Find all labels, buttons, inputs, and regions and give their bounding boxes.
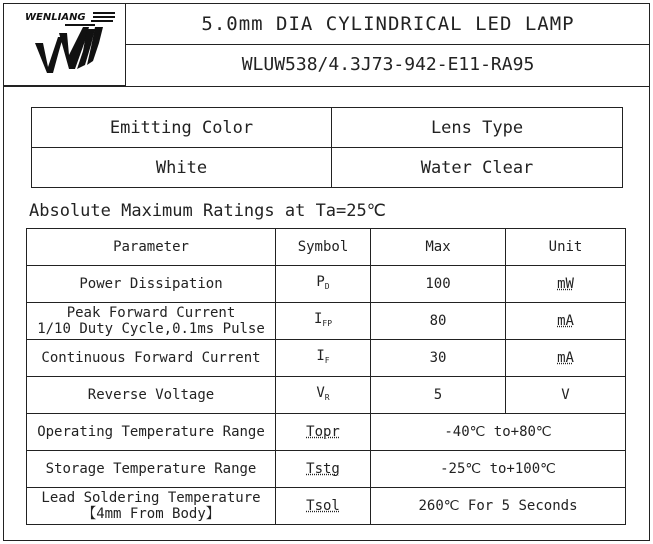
table-row bbox=[27, 303, 626, 340]
parameter-cell: Operating Temperature Range bbox=[27, 414, 276, 451]
parameter-cell: Continuous Forward Current bbox=[27, 340, 276, 377]
emitting-color-value: White bbox=[32, 148, 332, 188]
unit-cell: mA bbox=[506, 340, 626, 377]
table-header-row bbox=[27, 229, 626, 266]
company-logo bbox=[3, 3, 126, 86]
max-cell: 5 bbox=[371, 377, 506, 414]
parameter-cell: Peak Forward Current 1/10 Duty Cycle,0.1ms Pulse bbox=[27, 303, 276, 340]
logo-text: WENLIANG bbox=[25, 12, 86, 23]
unit-cell: mW bbox=[506, 266, 626, 303]
lens-type-header: Lens Type bbox=[332, 108, 623, 148]
symbol-cell: $I_F$ bbox=[276, 340, 371, 377]
column-header-max: Max bbox=[371, 229, 506, 266]
table-row bbox=[27, 377, 626, 414]
lens-type-value: Water Clear bbox=[332, 148, 623, 188]
range-cell: -25℃ to+100℃ bbox=[371, 451, 626, 488]
table-row bbox=[27, 340, 626, 377]
ratings-title: Absolute Maximum Ratings at Ta=25℃ bbox=[29, 201, 386, 221]
max-cell: 30 bbox=[371, 340, 506, 377]
table-row bbox=[27, 414, 626, 451]
symbol-cell: $V_R$ bbox=[276, 377, 371, 414]
document-title: 5.0mm DIA CYLINDRICAL LED LAMP bbox=[201, 12, 575, 35]
max-cell: 80 bbox=[371, 303, 506, 340]
emitting-color-header: Emitting Color bbox=[32, 108, 332, 148]
table-row bbox=[27, 266, 626, 303]
parameter-cell: Storage Temperature Range bbox=[27, 451, 276, 488]
symbol-cell: $P_D$ bbox=[276, 266, 371, 303]
symbol-cell: Tstg bbox=[276, 451, 371, 488]
range-cell: 260℃ For 5 Seconds bbox=[371, 488, 626, 525]
wenliang-logo-icon bbox=[3, 3, 123, 83]
header-bottom-line bbox=[3, 86, 650, 87]
parameter-cell: Lead Soldering Temperature 【4mm From Body】 bbox=[27, 488, 276, 525]
spec-table bbox=[31, 107, 623, 188]
unit-cell: V bbox=[506, 377, 626, 414]
parameter-cell: Reverse Voltage bbox=[27, 377, 276, 414]
unit-cell: mA bbox=[506, 303, 626, 340]
column-header-unit: Unit bbox=[506, 229, 626, 266]
symbol-cell: Tsol bbox=[276, 488, 371, 525]
symbol-cell: $I_{FP}$ bbox=[276, 303, 371, 340]
column-header-symbol: Symbol bbox=[276, 229, 371, 266]
table-row bbox=[27, 451, 626, 488]
parameter-cell: Power Dissipation bbox=[27, 266, 276, 303]
table-row bbox=[27, 488, 626, 525]
range-cell: -40℃ to+80℃ bbox=[371, 414, 626, 451]
max-cell: 100 bbox=[371, 266, 506, 303]
table-row bbox=[32, 148, 623, 188]
ratings-table bbox=[26, 228, 626, 525]
column-header-parameter: Parameter bbox=[27, 229, 276, 266]
part-number: WLUW538/4.3J73-942-E11-RA95 bbox=[241, 54, 535, 75]
symbol-cell: Topr bbox=[276, 414, 371, 451]
table-row bbox=[32, 108, 623, 148]
